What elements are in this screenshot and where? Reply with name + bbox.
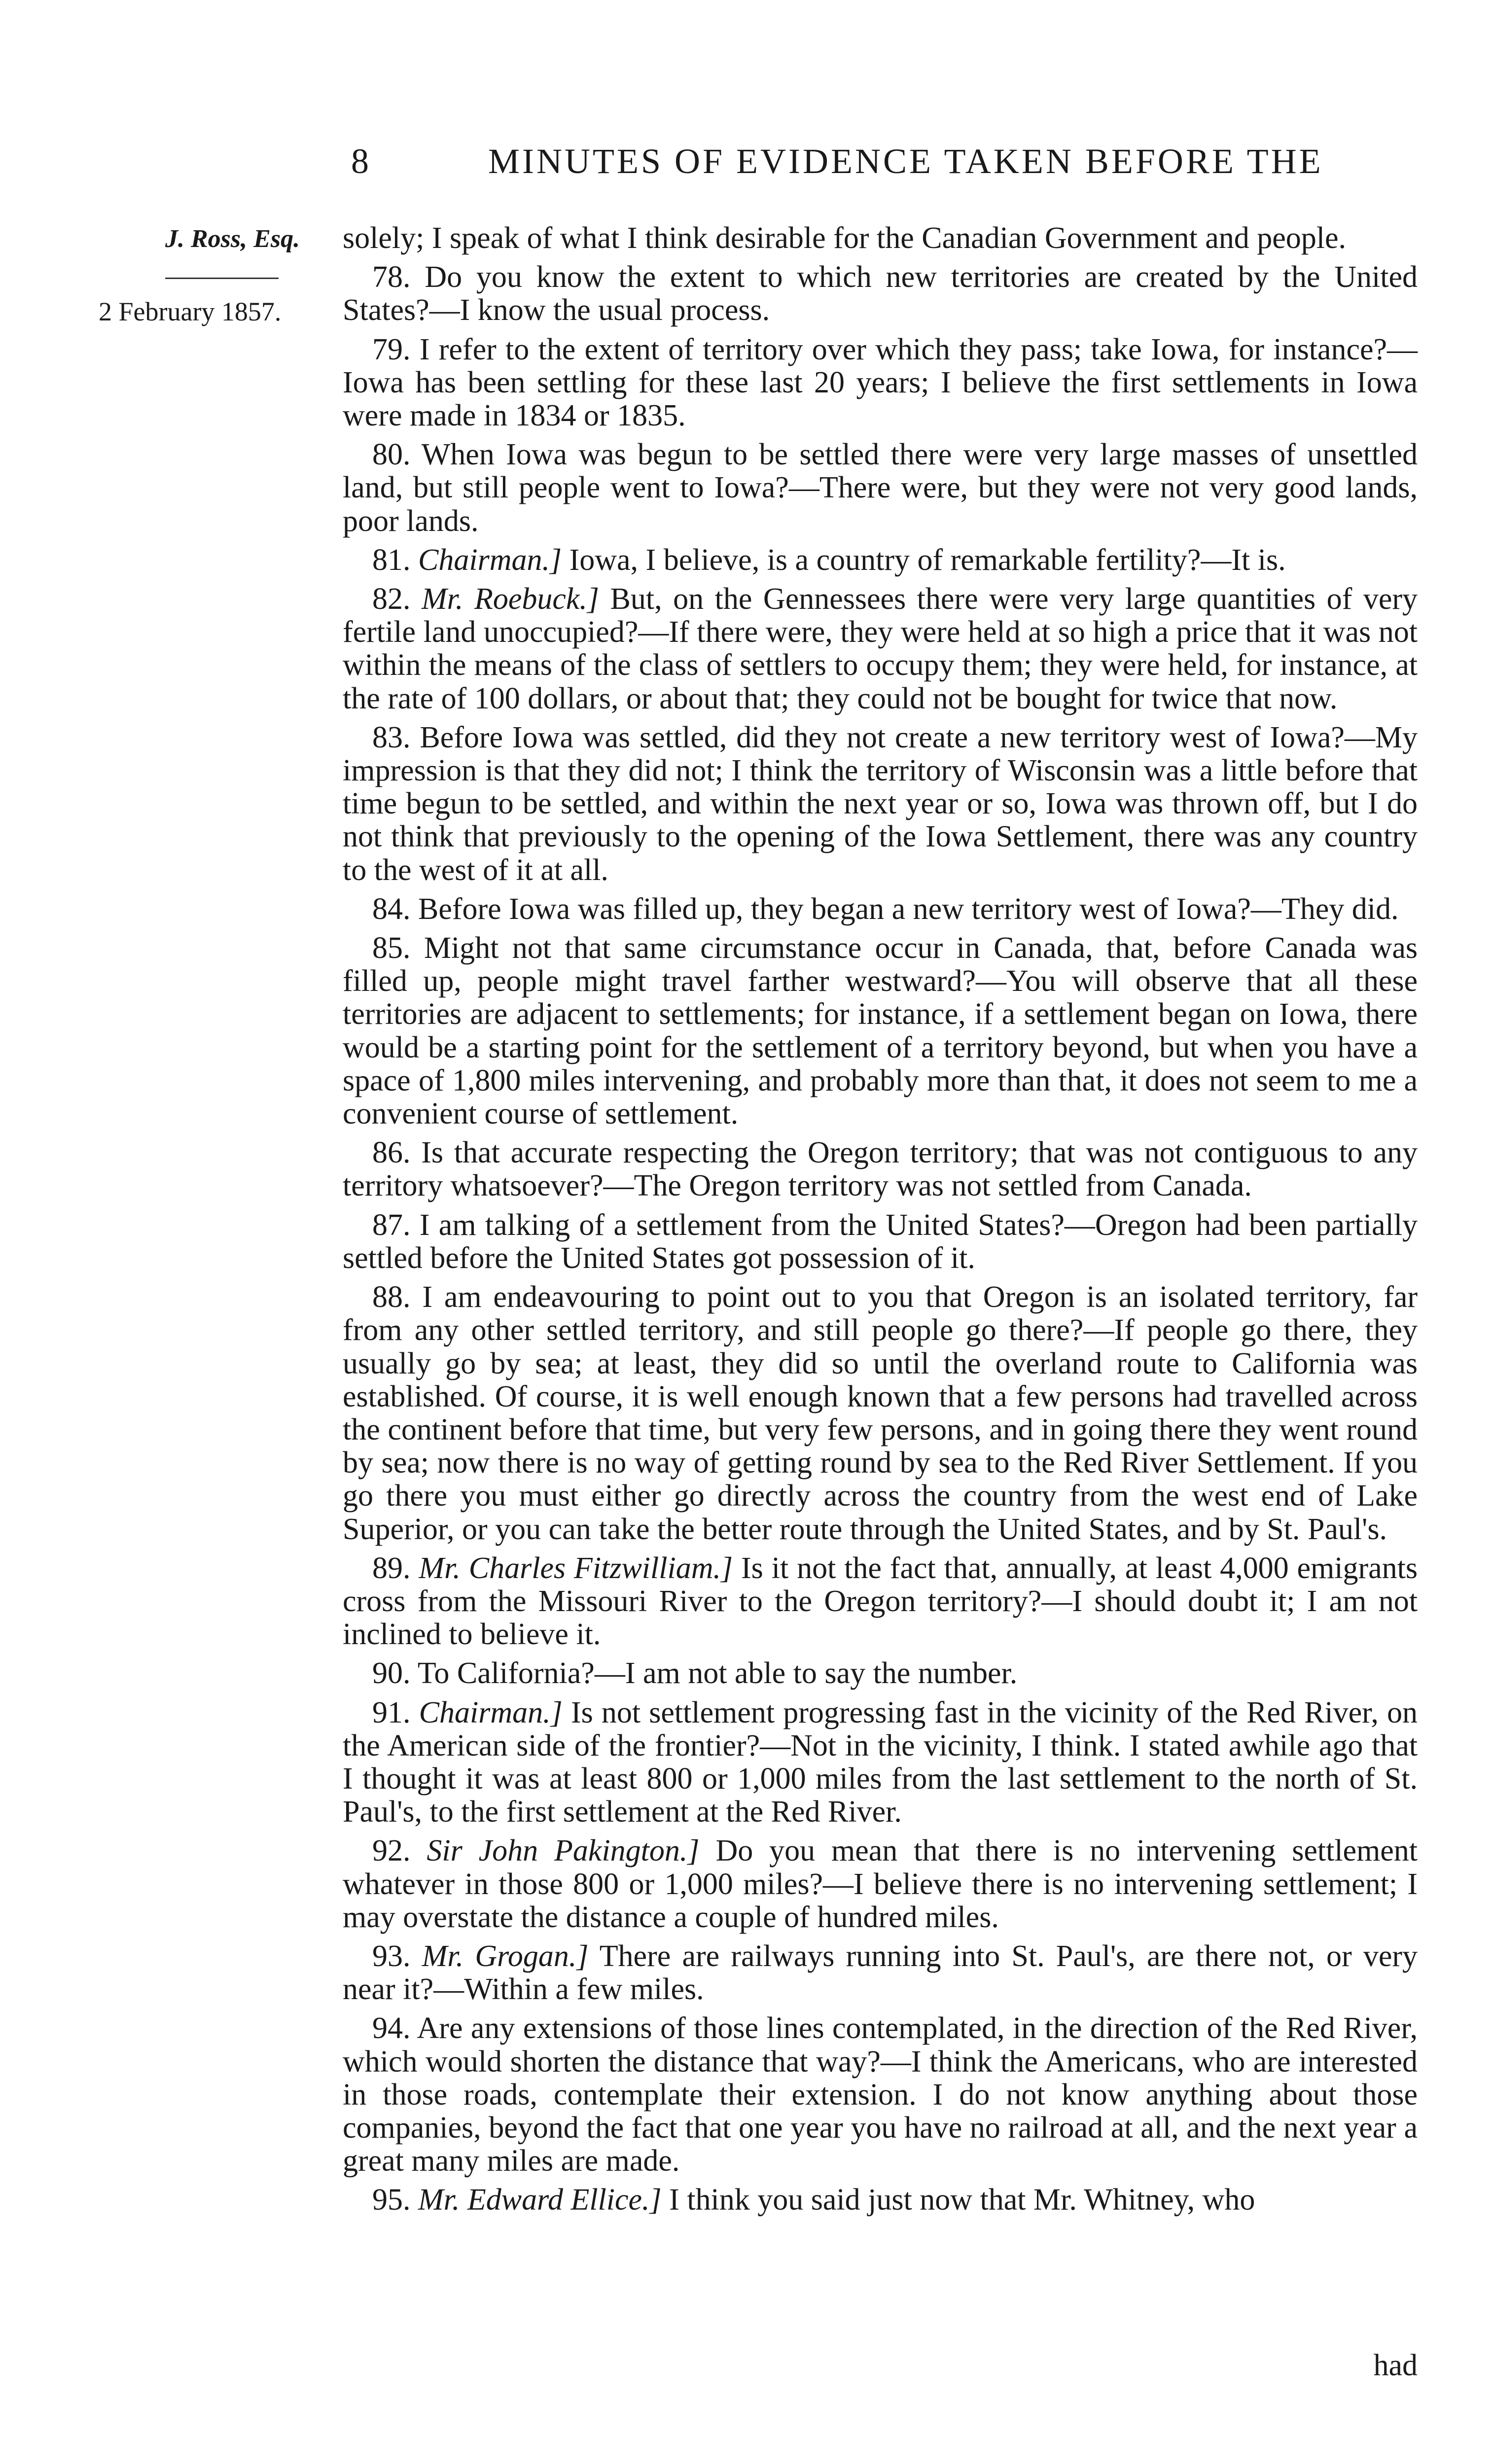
witness-name: J. Ross, Esq. xyxy=(165,225,300,253)
question-80: 80. When Iowa was begun to be settled there were very large masses of unsettled land, but still people went to Iowa?—There were, but they were not very good lands, poor lands. xyxy=(343,438,1418,538)
question-79: 79. I refer to the extent of territory over which they pass; take Iowa, for instance?—Iowa has been settling for these last 20 years; I believe the first settlements in Iowa were made in 1834 or 1835. xyxy=(343,332,1418,433)
margin-rule xyxy=(165,278,279,279)
question-85: 85. Might not that same circumstance occur in Canada, that, before Canada was filled up, people might travel farther westward?—You will observe that all these territories are adjacent to settlements; for instance, if a settlement began on Iowa, there would be a starting point for the settlement of a territory beyond, but when you have a space of 1,800 miles intervening, and probably more than that, it does not seem to me a convenient course of settlement. xyxy=(343,931,1418,1131)
question-83: 83. Before Iowa was settled, did they not create a new territory west of Iowa?—My impression is that they did not; I think the territory of Wisconsin was a little before that time begun to be settled, and within the next year or so, Iowa was thrown off, but I do not think that previously to the opening of the Iowa Settlement, there was any country to the west of it at all. xyxy=(343,720,1418,887)
question-87: 87. I am talking of a settlement from the United States?—Oregon had been partially settled before the United States got possession of it. xyxy=(343,1208,1418,1275)
running-title: MINUTES OF EVIDENCE TAKEN BEFORE THE xyxy=(488,141,1323,181)
page-header xyxy=(0,139,1494,183)
catchword: had xyxy=(1373,2349,1418,2382)
question-95: 95. Mr. Edward Ellice.] I think you said just now that Mr. Whitney, who xyxy=(372,2183,1255,2217)
page-number: 8 xyxy=(351,141,369,181)
margin-notes xyxy=(99,224,335,326)
paragraph-continued: solely; I speak of what I think desirable for the Canadian Government and people. xyxy=(343,221,1347,255)
evidence-body xyxy=(343,222,1418,2223)
question-78: 78. Do you know the extent to which new territories are created by the United States?—I know the usual process. xyxy=(343,260,1418,327)
question-91: 91. Chairman.] Is not settlement progressing fast in the vicinity of the Red River, on the American side of the frontier?—Not in the vicinity, I think. I stated awhile ago that I thought it was at least 800 or 1,000 miles from the last settlement to the north of St. Paul's, to the first settlement at the Red River. xyxy=(343,1695,1418,1829)
question-81: 81. Chairman.] Iowa, I believe, is a country of remarkable fertility?—It is. xyxy=(372,543,1286,577)
question-84: 84. Before Iowa was filled up, they began a new territory west of Iowa?—They did. xyxy=(372,892,1399,926)
question-90: 90. To California?—I am not able to say the number. xyxy=(372,1656,1018,1690)
question-89: 89. Mr. Charles Fitzwilliam.] Is it not the fact that, annually, at least 4,000 emigrants cross from the Missouri River to the Oregon territory?—I should doubt it; I am not inclined to believe it. xyxy=(343,1551,1418,1652)
question-93: 93. Mr. Grogan.] There are railways running into St. Paul's, are there not, or very near it?—Within a few miles. xyxy=(343,1939,1418,2006)
question-94: 94. Are any extensions of those lines contemplated, in the direction of the Red River, which would shorten the distance that way?—I think the Americans, who are interested in those roads, contemplate their extension. I do not know anything about those companies, beyond the fact that one year you have no railroad at all, and the next year a great many miles are made. xyxy=(343,2011,1418,2178)
evidence-date: 2 February 1857. xyxy=(99,297,282,326)
question-82: 82. Mr. Roebuck.] But, on the Gennessees there were very large quantities of very fertile land unoccupied?—If there were, they were held at so high a price that it was not within the means of the class of settlers to occupy them; they were held, for instance, at the rate of 100 dollars, or about that; they could not be bought for twice that now. xyxy=(343,582,1418,715)
question-92: 92. Sir John Pakington.] Do you mean that there is no intervening settlement whatever in those 800 or 1,000 miles?—I believe there is no intervening settlement; I may overstate the distance a couple of hundred miles. xyxy=(343,1834,1418,1934)
question-86: 86. Is that accurate respecting the Oregon territory; that was not contiguous to any territory whatsoever?—The Oregon territory was not settled from Canada. xyxy=(343,1136,1418,1203)
question-88: 88. I am endeavouring to point out to you that Oregon is an isolated territory, far from any other settled territory, and still people go there?—If people go there, they usually go by sea; at least, they did so until the overland route to California was established. Of course, it is well enough known that a few persons had travelled across the continent before that time, but very few persons, and in going there they went round by sea; now there is no way of getting round by sea to the Red River Settlement. If you go there you must either go directly across the country from the west end of Lake Superior, or you can take the better route through the United States, and by St. Paul's. xyxy=(343,1280,1418,1546)
